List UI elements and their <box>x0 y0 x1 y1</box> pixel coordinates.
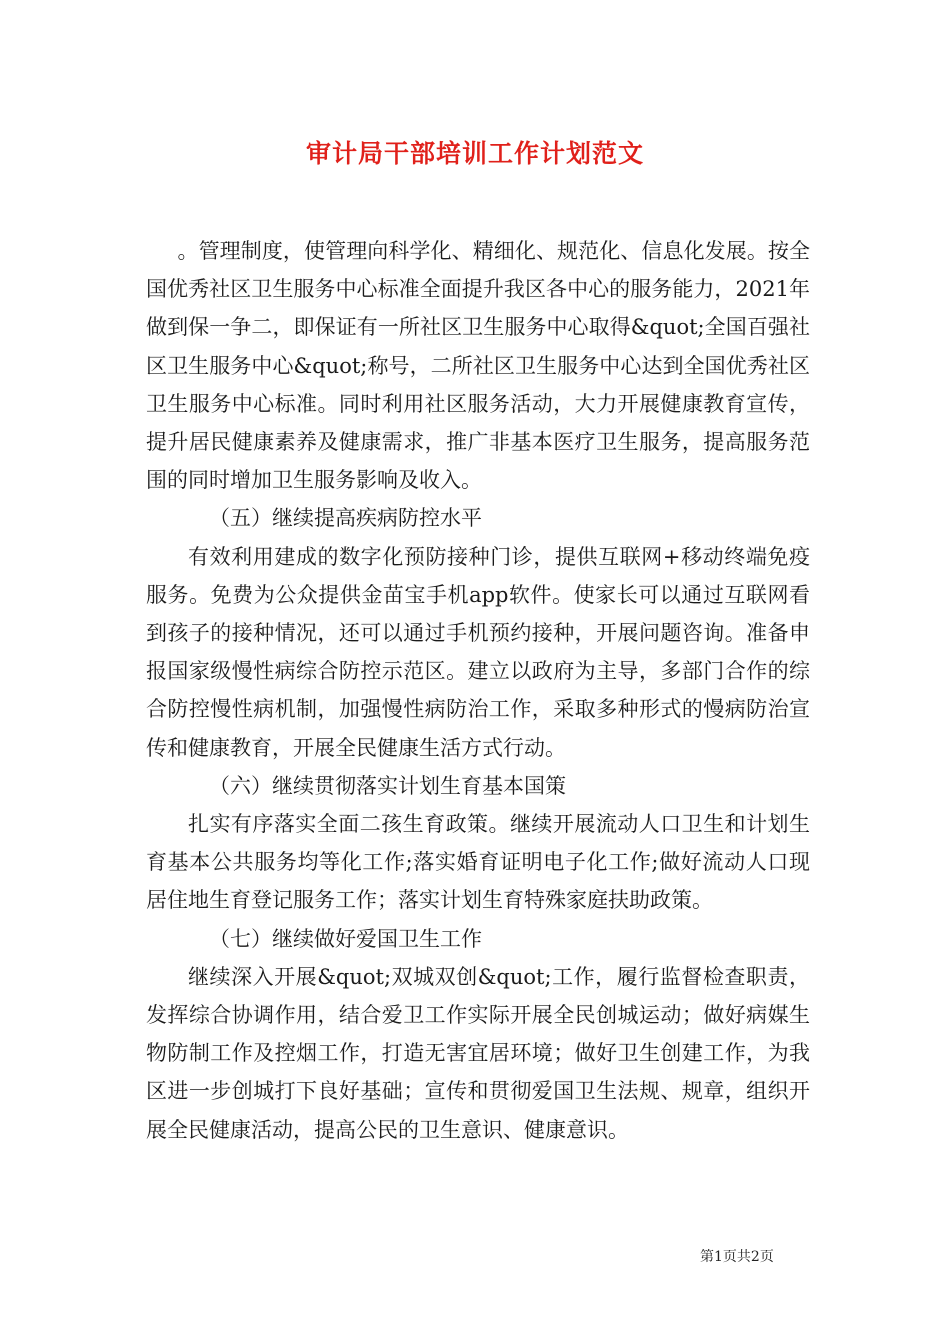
paragraph-patriotic-health: 继续深入开展&quot;双城双创&quot;工作，履行监督检查职责，发挥综合协调作用，结合爱卫工作实际开展全民创城运动；做好病媒生物防制工作及控烟工作，打造无害宜居环境；做好卫生创建工作，为我区进一步创城打下良好基础；宣传和贯彻爱国卫生法规、规章，组织开展全民健康活动，提高公民的卫生意识、健康意识。 <box>146 964 810 1142</box>
section-heading-6: （六）继续贯彻落实计划生育基本国策 <box>209 773 566 798</box>
section-heading-7: （七）继续做好爱国卫生工作 <box>209 926 482 951</box>
paragraph-management: 。管理制度，使管理向科学化、精细化、规范化、信息化发展。按全国优秀社区卫生服务中心标准全面提升我区各中心的服务能力，2021年做到保一争二，即保证有一所社区卫生服务中心取得&quot;全国百强社区卫生服务中心&quot;称号，二所社区卫生服务中心达到全国优秀社区卫生服务中心标准。同时利用社区服务活动，大力开展健康教育宣传，提升居民健康素养及健康需求，推广非基本医疗卫生服务，提高服务范围的同时增加卫生服务影响及收入。 <box>146 239 810 493</box>
page-number: 第1页共2页 <box>700 1249 774 1265</box>
paragraph-disease-control: 有效利用建成的数字化预防接种门诊，提供互联网+移动终端免疫服务。免费为公众提供金苗宝手机app软件。使家长可以通过互联网看到孩子的接种情况，还可以通过手机预约接种，开展问题咨询。准备申报国家级慢性病综合防控示范区。建立以政府为主导，多部门合作的综合防控慢性病机制，加强慢性病防治工作，采取多种形式的慢病防治宣传和健康教育，开展全民健康生活方式行动。 <box>146 544 810 760</box>
page-title: 审计局干部培训工作计划范文 <box>305 139 644 168</box>
document-body <box>146 232 810 1149</box>
section-heading-5: （五）继续提高疾病防控水平 <box>209 506 482 531</box>
paragraph-family-planning: 扎实有序落实全面二孩生育政策。继续开展流动人口卫生和计划生育基本公共服务均等化工作;落实婚育证明电子化工作;做好流动人口现居住地生育登记服务工作；落实计划生育特殊家庭扶助政策。 <box>146 812 810 913</box>
